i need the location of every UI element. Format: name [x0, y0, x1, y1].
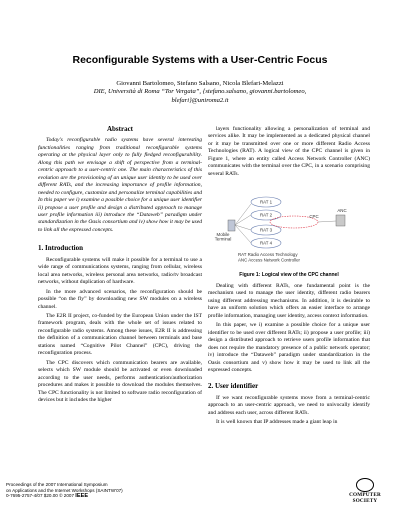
author-names: Giovanni Bartolomeo, Stefano Salsano, Nicola Blefari-Melazzi — [116, 80, 284, 87]
right-column-top — [208, 126, 370, 180]
intro-paragraph: Reconfigurable systems will make it possible for a terminal to use a wide range of communications systems, ranging from cellular, wireless local area networks, wireless personal area networks, radio/tv broadcast networks, without duplication of hardware. — [38, 256, 202, 286]
mobile-terminal-icon — [228, 220, 235, 231]
terminal-label: Terminal — [214, 236, 232, 242]
cpc-diagram — [208, 194, 370, 264]
footer-line: Proceedings of the 2007 International Symposium — [6, 482, 108, 487]
body-paragraph: layers functionality allowing a personalization of terminal and services alike. It may be implemented as a dedicated physical channel or it may be transmitted over one or more different Radio Access Technologies (RAT). A logical view of the CPC channel is given in Figure 1, where an entity called Access Network Controller (ANC) communicates with the terminal over the CPC, in a scenario comprising several RATs. — [208, 126, 370, 177]
user-identifier-heading: 2. User identifier — [208, 382, 259, 391]
legend-rat: RAT Radio Access Technology — [238, 252, 298, 257]
body-paragraph: It is well known that IP addresses made a giant leap in — [216, 419, 338, 426]
body-paragraph: In this paper, we i) examine a possible choice for a unique user identifier to be used over different RATs; ii) propose a user profile; iii) design a distributed approach to retrieve users profile information that does not require the mandatory presence of a public network operator; iv) introduce the “Dataweb” paradigm under standardization in the Oasis consortium and v) show how it may be used to link all the expressed concepts. — [208, 322, 370, 373]
figure-1 — [208, 194, 370, 272]
figure-caption: Figure 1: Logical view of the CPC channel — [239, 272, 339, 278]
computer-society-logo — [340, 478, 390, 512]
rat3-label: RAT 3 — [259, 227, 273, 233]
introduction-heading: 1. Introduction — [38, 244, 83, 253]
logo-text: SOCIETY — [352, 497, 378, 504]
computer-society-mark-icon — [356, 478, 374, 492]
footer-line — [6, 493, 123, 500]
left-column — [38, 126, 202, 406]
anc-label: ANC — [337, 208, 347, 213]
logo-text: COMPUTER — [349, 492, 381, 498]
body-paragraph: If we want reconfigurable systems move from a terminal-centric approach to an user-centric approach, we need to univocally identify and address each user, across different RATs. — [208, 394, 370, 416]
footer-isbn: 0-7695-2757-4/07 $20.00 © 2007 — [6, 493, 75, 499]
rat1-label: RAT 1 — [259, 199, 273, 205]
cpc-label: CPC — [309, 214, 319, 219]
right-column-bottom — [208, 283, 370, 429]
rat2-label: RAT 2 — [259, 212, 273, 218]
link-line — [235, 215, 251, 225]
author-affiliation: DIE, Università di Roma “Tor Vergata”, {stefano.salsano, giovanni.bartolomeo, — [93, 88, 307, 96]
intro-paragraph: The E2R II project, co-funded by the European Union under the IST framework program, deals with the whole set of issues related to reconfigurable radio systems. Among these issues, E2R II is addressing the definition of a communication channel between terminals and base stations named “Cognitive Pilot Channel” (CPC), driving the reconfiguration process. — [38, 312, 202, 357]
author-block — [0, 80, 400, 105]
abstract-heading: Abstract — [106, 125, 134, 133]
anc-server-icon — [336, 215, 345, 226]
ieee-logo: IEEE — [75, 493, 89, 500]
proceedings-footer — [6, 482, 123, 500]
footer-line: on Applications and the Internet Workshops (SAINTW'07) — [6, 487, 123, 493]
legend-anc: ANC Access Network Controller — [238, 257, 300, 263]
body-paragraph: Dealing with different RATs, one fundamental point is the mechanism used to manage the user identity, different radio bearers using different addressing mechanisms. In addition, it is desirable to have an uniform solution which offers an easier interface to arrange profile information, managing user identity, access context information. — [208, 283, 370, 319]
intro-paragraph: The CPC discovers which communication bearers are available, selects which SW module should be activated or even downloaded according to the user needs, performs authentication/authorization procedures and makes it possible to download the modules themselves. The CPC functionality is not limited to software radio reconfiguration of devices but it includes the higher — [38, 359, 202, 403]
mobile-label: Mobile — [216, 232, 230, 237]
intro-paragraph: In the more advanced scenarios, the reconfiguration should be possible “on the fly” by downloading new SW modules on a wireless channel. — [38, 288, 202, 310]
link-line — [318, 221, 336, 222]
paper-title: Reconfigurable Systems with a User-Centric Focus — [72, 54, 328, 66]
link-line — [235, 204, 251, 225]
rat4-label: RAT 4 — [259, 240, 273, 246]
author-email: blefari}@uniroma2.it — [171, 96, 229, 104]
abstract-text: Today's reconfigurable radio systems have several interesting functionalities ranging from traditional reconfigurable systems operating at the physical layer only to fully fledged reconfigurability. Along this path we envisage a shift of perspective from a terminal-centric approach to a user-centric one. The main characteristics of this evolution are the provisioning of an unique user identity to be used over different RATs, and the increasing importance of profile information, needed to configure, customize and personalize terminal capabilities and In this paper we i) examine a possible choice for a unique user identifier ii) propose a user profile and design a distributed approach to manage user profile information iii) introduce the “Dataweb” paradigm under standardization in the Oasis consortium and iv) show how it may be used to link all the expressed concepts. — [38, 137, 202, 233]
